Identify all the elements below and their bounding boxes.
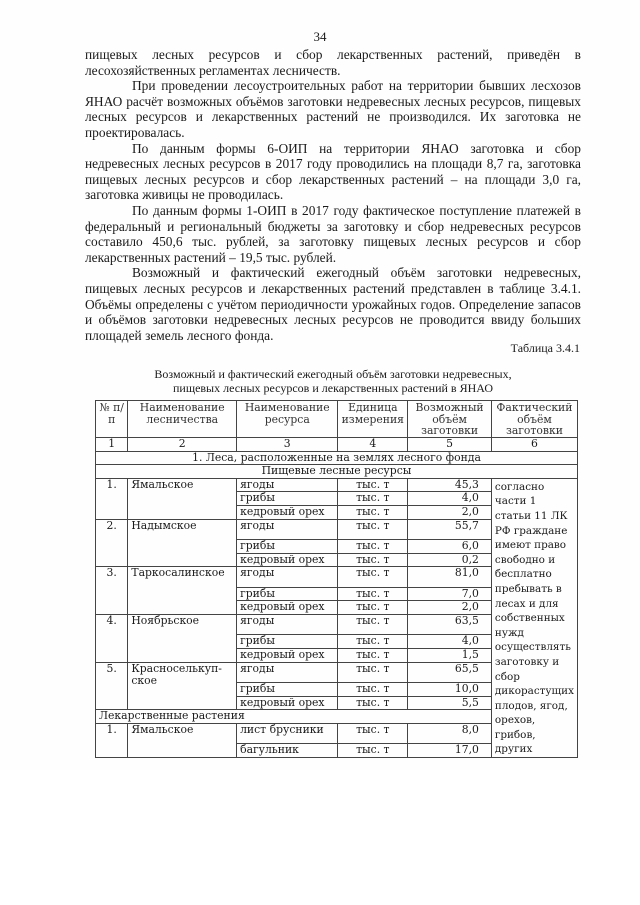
unit: тыс. т <box>338 649 408 663</box>
possible-volume: 5,5 <box>408 696 492 710</box>
row-number: 3. <box>96 567 128 615</box>
possible-volume: 17,0 <box>408 744 492 758</box>
row-number: 2. <box>96 519 128 567</box>
unit: тыс. т <box>338 601 408 615</box>
column-header: Фактический объём заготовки <box>491 401 577 438</box>
resource-name: ягоды <box>237 519 338 540</box>
unit: тыс. т <box>338 567 408 588</box>
paragraph: По данным формы 6-ОИП на территории ЯНАО заготовка и сбор недревесных лесных ресурсов в 2017 году проводились на площади 8,7 га, заготовка пищевых лесных ресурсов и сбор лекарственных растений – на площади 3,0 га, заготовка живицы не проводилась. <box>85 140 581 203</box>
resource-name: ягоды <box>237 614 338 635</box>
possible-volume: 2,0 <box>408 505 492 519</box>
paragraph: При проведении лесоустроительных работ на территории бывших лесхозов ЯНАО расчёт возможных объёмов заготовки недревесных лесных ресурсов, пищевых лесных ресурсов и лекарственных растений не производился. Их заготовка не проектировалась. <box>85 78 581 140</box>
forestry-name: Ямальское <box>128 723 237 757</box>
table-label: Таблица 3.4.1 <box>510 341 580 355</box>
possible-volume: 8,0 <box>408 723 492 744</box>
possible-volume: 6,0 <box>408 540 492 554</box>
column-header: Возможный объём заготовки <box>408 401 492 438</box>
row-number: 5. <box>96 662 128 710</box>
possible-volume: 65,5 <box>408 662 492 683</box>
resource-name: грибы <box>237 587 338 601</box>
resource-name: ягоды <box>237 662 338 683</box>
resource-name: кедровый орех <box>237 696 338 710</box>
body-text <box>85 47 581 343</box>
column-header: Наименование лесничества <box>128 401 237 438</box>
possible-volume: 63,5 <box>408 614 492 635</box>
unit: тыс. т <box>338 587 408 601</box>
subsection-heading: Лекарственные растения <box>96 710 492 724</box>
unit: тыс. т <box>338 683 408 697</box>
column-number-row <box>96 438 578 452</box>
column-number: 5 <box>408 438 492 452</box>
resource-name: грибы <box>237 683 338 697</box>
row-number: 1. <box>96 723 128 757</box>
forestry-name: Таркосалинское <box>128 567 237 615</box>
possible-volume: 0,2 <box>408 553 492 567</box>
possible-volume: 81,0 <box>408 567 492 588</box>
unit: тыс. т <box>338 478 408 492</box>
unit: тыс. т <box>338 492 408 506</box>
header-row <box>96 401 578 438</box>
unit: тыс. т <box>338 553 408 567</box>
possible-volume: 1,5 <box>408 649 492 663</box>
column-header: Наименование ресурса <box>237 401 338 438</box>
paragraph: пищевых лесных ресурсов и сбор лекарственных растений, приведён в лесохозяйственных регламентах лесничеств. <box>85 47 581 78</box>
possible-volume: 2,0 <box>408 601 492 615</box>
page-number: 34 <box>313 29 327 44</box>
resource-name: кедровый орех <box>237 649 338 663</box>
resources-table <box>95 400 578 758</box>
unit: тыс. т <box>338 723 408 744</box>
resource-name: грибы <box>237 635 338 649</box>
section-heading: 1. Леса, расположенные на землях лесного фонда <box>96 451 578 465</box>
unit: тыс. т <box>338 614 408 635</box>
resource-name: багульник <box>237 744 338 758</box>
row-number: 1. <box>96 478 128 519</box>
section-row <box>96 465 578 479</box>
forestry-name: Ноябрьское <box>128 614 237 662</box>
caption-line: Возможный и фактический ежегодный объём заготовки недревесных, <box>154 367 512 381</box>
column-number: 3 <box>237 438 338 452</box>
column-header: № п/п <box>96 401 128 438</box>
row-number: 4. <box>96 614 128 662</box>
unit: тыс. т <box>338 696 408 710</box>
resource-name: кедровый орех <box>237 505 338 519</box>
resource-name: кедровый орех <box>237 601 338 615</box>
column-number: 1 <box>96 438 128 452</box>
paragraph: Возможный и фактический ежегодный объём заготовки недревесных, пищевых лесных ресурсов и лекарственных растений представлен в таблице 3.4.1. Объёмы определены с учётом периодичности урожайных годов. Определение запасов и объёмов заготовки недревесных лесных ресурсов не проводится ввиду больших площадей земель лесного фонда. <box>85 265 581 343</box>
section-row <box>96 451 578 465</box>
possible-volume: 4,0 <box>408 492 492 506</box>
possible-volume: 45,3 <box>408 478 492 492</box>
forestry-name: Ямальское <box>128 478 237 519</box>
subsection-heading: Пищевые лесные ресурсы <box>96 465 578 479</box>
caption-line: пищевых лесных ресурсов и лекарственных растений в ЯНАО <box>172 381 493 395</box>
unit: тыс. т <box>338 744 408 758</box>
possible-volume: 55,7 <box>408 519 492 540</box>
unit: тыс. т <box>338 519 408 540</box>
table-caption <box>85 367 581 395</box>
possible-volume: 4,0 <box>408 635 492 649</box>
forestry-name: Красноселькуп-ское <box>128 662 237 710</box>
column-header: Единица измерения <box>338 401 408 438</box>
column-number: 6 <box>491 438 577 452</box>
forestry-name: Надымское <box>128 519 237 567</box>
resource-name: грибы <box>237 540 338 554</box>
table-row <box>96 478 578 492</box>
possible-volume: 7,0 <box>408 587 492 601</box>
resource-name: ягоды <box>237 478 338 492</box>
resource-name: кедровый орех <box>237 553 338 567</box>
unit: тыс. т <box>338 662 408 683</box>
unit: тыс. т <box>338 540 408 554</box>
unit: тыс. т <box>338 635 408 649</box>
resource-name: грибы <box>237 492 338 506</box>
resource-name: ягоды <box>237 567 338 588</box>
resource-name: лист брусники <box>237 723 338 744</box>
column-number: 4 <box>338 438 408 452</box>
possible-volume: 10,0 <box>408 683 492 697</box>
actual-volume-note: согласно части 1 статьи 11 ЛК РФ граждане имеют право свободно и бесплатно пребывать в лесах и для собственных нужд осуществлять заготовку и сбор дикорастущих плодов, ягод, орехов, грибов, других <box>491 478 577 757</box>
column-number: 2 <box>128 438 237 452</box>
paragraph: По данным формы 1-ОИП в 2017 году фактическое поступление платежей в федеральный и региональный бюджеты за заготовку и сбор недревесных ресурсов составило 450,6 тыс. рублей, за заготовку пищевых лесных ресурсов и сбор лекарственных растений – 19,5 тыс. рублей. <box>85 202 581 265</box>
unit: тыс. т <box>338 505 408 519</box>
